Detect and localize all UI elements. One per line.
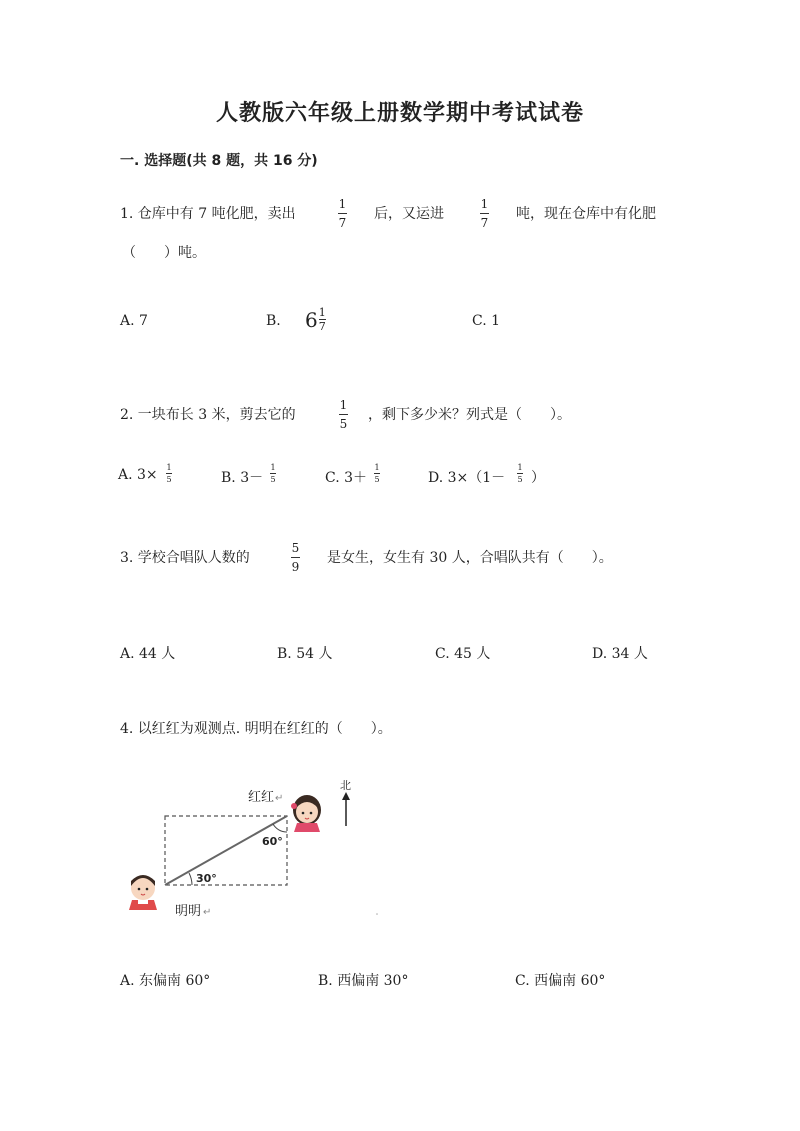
fraction-numerator: 1	[517, 463, 523, 472]
q3-fraction	[291, 541, 300, 574]
page-title: 人教版六年级上册数学期中考试试卷	[215, 101, 584, 126]
direction-diagram	[120, 770, 410, 930]
angle-arc-bottom	[189, 873, 192, 885]
section-heading: 一. 选择题(共 8 题，共 16 分)	[120, 153, 318, 169]
fraction-numerator: 1	[318, 306, 326, 319]
q2-option-b-fraction	[270, 463, 276, 484]
q1-fraction-2	[480, 197, 489, 230]
fraction-numerator: 1	[270, 463, 276, 472]
q2-option-c-fraction	[374, 463, 380, 484]
q4-text: 4. 以红红为观测点. 明明在红红的（ ）。	[120, 721, 392, 737]
q2-option-c[interactable]: C. 3＋	[325, 470, 368, 486]
q2-option-a-fraction	[166, 463, 172, 484]
q1-option-c[interactable]: C. 1	[472, 313, 501, 329]
q1-text-c: 吨，现在仓库中有化肥	[516, 206, 656, 222]
honghong-girl-icon	[291, 795, 321, 832]
fraction-numerator: 5	[291, 541, 300, 555]
q3-option-b[interactable]: B. 54 人	[277, 646, 333, 662]
fraction-bar	[374, 473, 380, 474]
angle-label-top: 60°	[262, 835, 283, 848]
label-mingming: 明明	[175, 904, 202, 919]
q1-option-b-label[interactable]: B.	[266, 313, 281, 329]
fraction-numerator: 1	[339, 398, 348, 412]
speck-dot	[376, 913, 378, 915]
q2-text-a: 2. 一块布长 3 米，剪去它的	[120, 407, 296, 423]
fraction-denominator: 5	[166, 475, 172, 484]
q4-option-a[interactable]: A. 东偏南 60°	[120, 973, 211, 989]
direction-figure	[120, 770, 410, 930]
q1-text-line2: （ ）吨。	[122, 245, 206, 261]
fraction-bar	[291, 557, 300, 558]
q2-option-d-close: ）	[531, 470, 545, 486]
q3-option-c[interactable]: C. 45 人	[435, 646, 491, 662]
fraction-denominator: 7	[318, 320, 326, 333]
q1-text-b: 后，又运进	[374, 206, 444, 222]
q2-option-a[interactable]: A. 3×	[118, 467, 158, 483]
fraction-bar	[270, 473, 276, 474]
q1-text-a: 1. 仓库中有 7 吨化肥，卖出	[120, 206, 296, 222]
fraction-bar	[166, 473, 172, 474]
q2-text-b: ，剩下多少米？列式是（ ）。	[368, 407, 571, 423]
mixed-fraction	[319, 307, 326, 332]
angle-label-bottom: 30°	[196, 872, 217, 885]
fraction-numerator: 1	[338, 197, 347, 211]
q3-text-a: 3. 学校合唱队人数的	[120, 550, 250, 566]
q2-option-b[interactable]: B. 3－	[221, 470, 264, 486]
label-honghong: 红红	[248, 790, 275, 805]
fraction-bar	[338, 213, 347, 214]
q2-option-d-fraction	[517, 463, 523, 484]
q3-text-b: 是女生，女生有 30 人，合唱队共有（ ）。	[327, 550, 613, 566]
label-north: 北	[340, 779, 351, 792]
return-mark-icon: ↵	[275, 793, 284, 804]
q2-option-d[interactable]: D. 3×（1－	[428, 470, 506, 486]
q4-option-c[interactable]: C. 西偏南 60°	[515, 973, 606, 989]
angle-arc-top	[273, 824, 287, 832]
mingming-boy-icon	[129, 875, 157, 910]
fraction-denominator: 5	[517, 475, 523, 484]
q1-fraction-1	[338, 197, 347, 230]
q4-option-b[interactable]: B. 西偏南 30°	[318, 973, 409, 989]
fraction-denominator: 5	[339, 417, 348, 431]
fraction-denominator: 5	[374, 475, 380, 484]
north-arrow-icon	[342, 792, 350, 826]
fraction-bar	[339, 414, 348, 415]
fraction-bar	[517, 473, 523, 474]
q1-option-b-mixed-number	[305, 307, 326, 332]
q3-option-d[interactable]: D. 34 人	[592, 646, 648, 662]
fraction-denominator: 9	[291, 560, 300, 574]
sight-line	[165, 816, 287, 885]
fraction-numerator: 1	[166, 463, 172, 472]
fraction-denominator: 7	[480, 216, 489, 230]
q1-option-a[interactable]: A. 7	[120, 313, 148, 329]
fraction-bar	[480, 213, 489, 214]
q2-fraction	[339, 398, 348, 431]
return-mark-icon: ↵	[203, 907, 212, 918]
mixed-whole: 6	[305, 307, 318, 332]
fraction-numerator: 1	[480, 197, 489, 211]
fraction-numerator: 1	[374, 463, 380, 472]
q3-option-a[interactable]: A. 44 人	[120, 646, 176, 662]
fraction-denominator: 5	[270, 475, 276, 484]
fraction-denominator: 7	[338, 216, 347, 230]
